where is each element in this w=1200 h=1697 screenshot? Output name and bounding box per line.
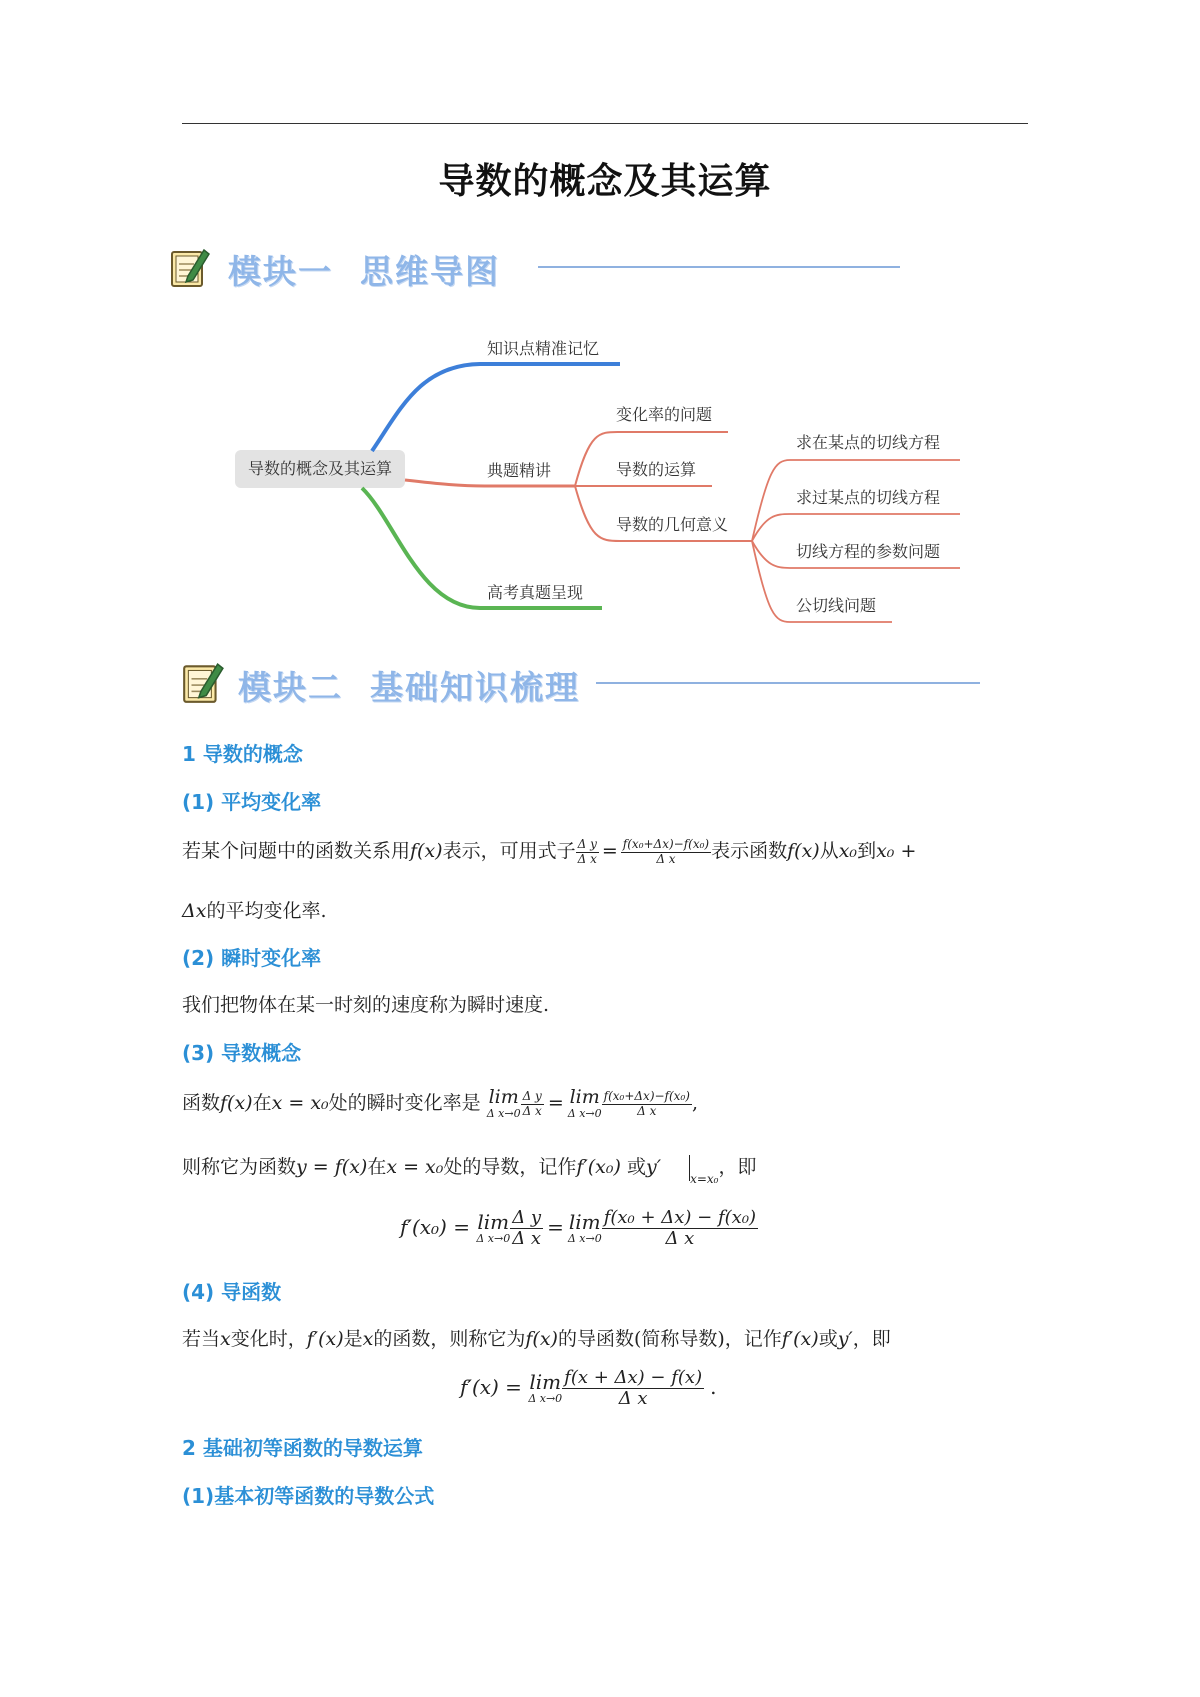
- denominator: Δ x: [577, 851, 597, 866]
- document-title: 导数的概念及其运算: [438, 161, 772, 202]
- mindmap-leaf3: 切线方程的参数问题: [796, 542, 941, 561]
- module1-rule: [538, 266, 900, 268]
- denominator: Δ x: [637, 1103, 657, 1118]
- math-fx: f(x): [525, 1328, 558, 1350]
- lim-subscript: Δ x→0: [476, 1231, 511, 1245]
- module2-rule: [596, 682, 980, 684]
- text: 到: [857, 840, 877, 862]
- math-x-eq-x0: x = x₀: [386, 1156, 444, 1178]
- denominator: Δ x: [665, 1227, 695, 1249]
- limit-operator: [528, 1369, 563, 1405]
- math-y-prime: y′: [645, 1156, 662, 1178]
- math-x: x: [362, 1328, 374, 1350]
- text: 处的导数，记作: [443, 1156, 577, 1178]
- mindmap-edge-blue: [372, 364, 620, 451]
- denominator: Δ x: [618, 1387, 648, 1409]
- section2-heading: 2 基础初等函数的导数运算: [182, 1436, 423, 1460]
- fraction-difference-quotient: [602, 1090, 692, 1117]
- section1-heading: 1 导数的概念: [182, 742, 303, 766]
- comma: ,: [691, 1092, 698, 1115]
- text: 的平均变化率.: [206, 900, 327, 922]
- numerator: f(x₀+Δx)−f(x₀): [603, 1089, 690, 1104]
- denominator: Δ x: [512, 1227, 542, 1249]
- mindmap-branch1: 知识点精准记忆: [487, 339, 600, 358]
- s1-2-text: 我们把物体在某一时刻的速度称为瞬时速度.: [182, 994, 550, 1016]
- period: .: [710, 1374, 717, 1399]
- s1-4-heading: (4) 导函数: [182, 1280, 282, 1304]
- text: 是: [343, 1328, 363, 1350]
- limit-operator: [568, 1088, 602, 1120]
- mindmap-edge-red: [405, 480, 575, 486]
- s1-3-display-formula: [400, 1208, 758, 1249]
- mindmap-sub1: 变化率的问题: [616, 405, 713, 424]
- math-f-prime-x: f′(x): [306, 1328, 344, 1350]
- text: 在: [252, 1092, 272, 1115]
- bar-subscript: x=x₀: [690, 1172, 719, 1186]
- math-x-eq-x0: x = x₀: [271, 1092, 329, 1115]
- lim-text: lim: [529, 1369, 562, 1394]
- math-fx: f(x): [787, 840, 820, 862]
- numerator: Δ y: [512, 1207, 542, 1228]
- fraction-average-rate: [621, 838, 711, 865]
- limit-operator: [487, 1088, 521, 1120]
- text: 或: [626, 1156, 646, 1178]
- mindmap-branch3: 高考真题呈现: [487, 583, 584, 602]
- math-lhs: f′(x) =: [460, 1374, 522, 1399]
- text: 在: [367, 1156, 387, 1178]
- s2-1-heading: (1)基本初等函数的导数公式: [182, 1484, 435, 1508]
- text: 从: [819, 840, 839, 862]
- text: 若当: [182, 1328, 221, 1350]
- text: 则称它为函数: [182, 1156, 297, 1178]
- mindmap-sub3: 导数的几何意义: [616, 515, 729, 534]
- lim-subscript: Δ x→0: [567, 1231, 602, 1245]
- denominator: Δ x: [656, 851, 676, 866]
- mind-map: [0, 310, 1200, 640]
- s1-1-paragraph-line2: [182, 896, 326, 923]
- text: 的导函数(简称导数)，记作: [557, 1328, 782, 1350]
- lim-text: lim: [477, 1209, 510, 1234]
- s1-3-paragraph-line1: [182, 1088, 698, 1120]
- fraction-difference-quotient: [602, 1208, 758, 1249]
- math-x0: x₀: [838, 840, 858, 862]
- text: ，即: [852, 1328, 891, 1350]
- limit-operator: [476, 1209, 511, 1245]
- s1-1-paragraph-line1: [182, 836, 916, 866]
- lim-subscript: Δ x→0: [567, 1107, 602, 1120]
- text: 函数: [182, 1092, 221, 1115]
- lim-subscript: Δ x→0: [486, 1107, 521, 1120]
- numerator: f(x₀+Δx)−f(x₀): [622, 837, 710, 852]
- mindmap-edge-leaf2: [752, 514, 960, 541]
- text: 变化时，: [230, 1328, 307, 1350]
- math-f-prime-x: f′(x): [781, 1328, 819, 1350]
- math-x: x: [220, 1328, 231, 1350]
- math-f-prime-x0: f′(x₀): [576, 1156, 621, 1178]
- fraction-derivative: [562, 1368, 704, 1409]
- lim-subscript: Δ x→0: [528, 1391, 563, 1405]
- lim-text: lim: [568, 1209, 601, 1234]
- s1-4-paragraph: [182, 1324, 891, 1351]
- math-fx: f(x): [220, 1092, 253, 1115]
- numerator: f(x₀ + Δx) − f(x₀): [603, 1207, 757, 1228]
- text: ，即: [718, 1156, 757, 1178]
- lim-text: lim: [569, 1086, 600, 1108]
- equals: =: [547, 1092, 564, 1115]
- math-fx: f(x): [410, 840, 443, 862]
- notebook-pencil-icon: [170, 246, 210, 290]
- equals: =: [547, 1214, 564, 1239]
- math-y-eq-fx: y = f(x): [296, 1156, 368, 1178]
- mindmap-branch2: 典题精讲: [487, 461, 552, 480]
- text: 表示函数: [711, 840, 788, 862]
- mindmap-leaf4: 公切线问题: [796, 596, 877, 615]
- denominator: Δ x: [522, 1103, 542, 1118]
- s1-4-display-formula: [460, 1368, 716, 1409]
- text: 处的瞬时变化率是: [328, 1092, 481, 1115]
- mindmap-leaf1: 求在某点的切线方程: [796, 433, 941, 452]
- fraction-dy-dx: [510, 1208, 543, 1249]
- module1-title: 模块一 思维导图: [228, 252, 500, 291]
- limit-operator: [567, 1209, 602, 1245]
- mindmap-root: 导数的概念及其运算: [247, 459, 393, 478]
- s1-2-heading: (2) 瞬时变化率: [182, 946, 322, 970]
- mindmap-sub2: 导数的运算: [616, 460, 697, 479]
- fraction-dy-dx: [576, 838, 599, 865]
- math-delta-x: Δx: [182, 900, 207, 922]
- math-x0-plus: x₀ +: [876, 840, 917, 862]
- numerator: Δ y: [577, 837, 597, 852]
- numerator: Δ y: [522, 1089, 542, 1104]
- text: 或: [818, 1328, 838, 1350]
- s1-3-paragraph-line2: [182, 1152, 757, 1186]
- header-rule: [182, 123, 1028, 124]
- lim-text: lim: [488, 1086, 519, 1108]
- s1-3-heading: (3) 导数概念: [182, 1041, 302, 1065]
- text: 的函数，则称它为: [373, 1328, 526, 1350]
- s1-1-heading: (1) 平均变化率: [182, 790, 322, 814]
- text: 表示，可用式子: [442, 840, 576, 862]
- math-y-prime: y′: [837, 1328, 853, 1350]
- math-lhs: f′(x₀) =: [400, 1214, 470, 1239]
- text: 若某个问题中的函数关系用: [182, 840, 411, 862]
- equals: =: [601, 840, 618, 862]
- numerator: f(x + Δx) − f(x): [564, 1367, 703, 1388]
- mindmap-leaf2: 求过某点的切线方程: [796, 488, 941, 507]
- fraction-dy-dx: [521, 1090, 544, 1117]
- module2-title: 模块二 基础知识梳理: [238, 668, 580, 707]
- notebook-pencil-icon: [180, 660, 226, 706]
